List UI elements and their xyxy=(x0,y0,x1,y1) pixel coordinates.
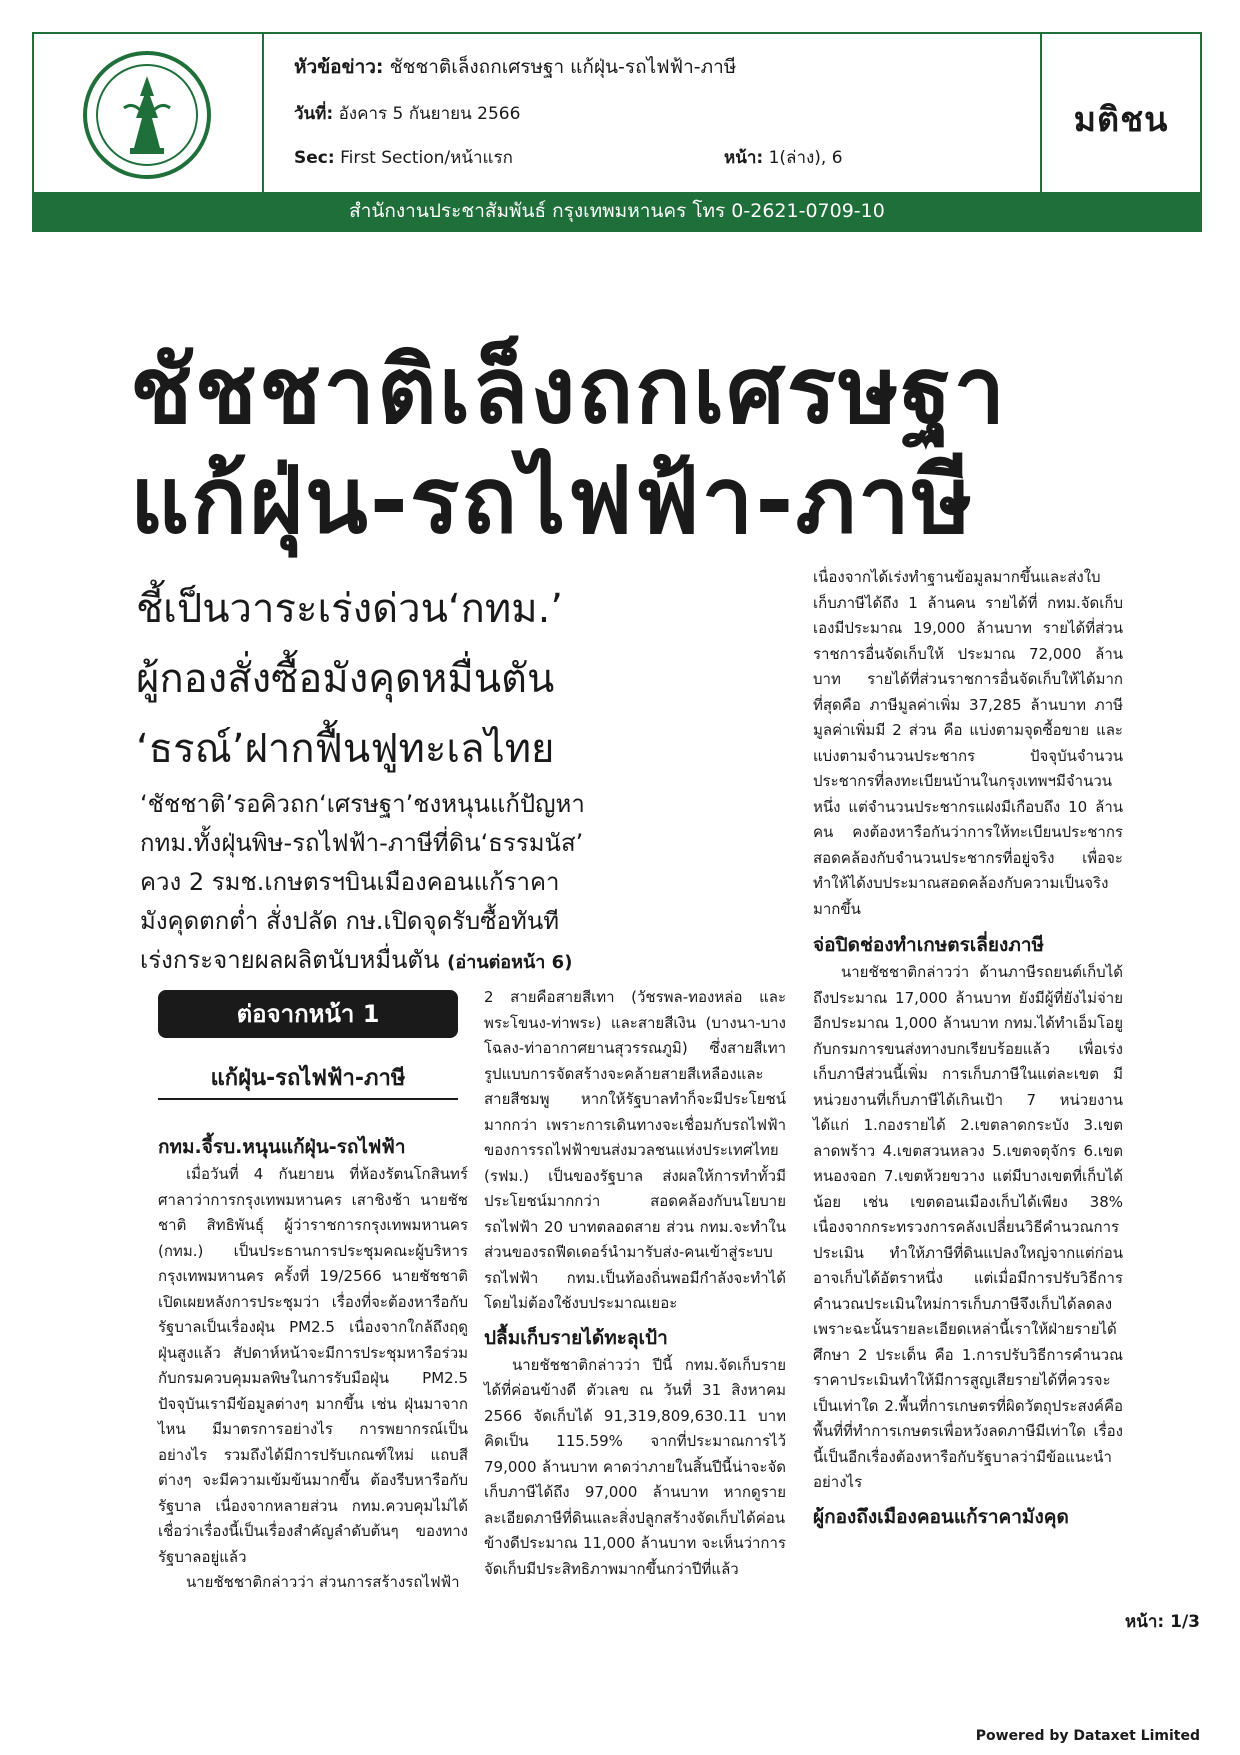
body-paragraph: นายชัชชาติกล่าวว่า ด้านภาษีรถยนต์เก็บได้ถึงประมาณ 17,000 ล้านบาท ยังมีผู้ที่ยังไม่จ่ายอีกประมาณ 1,000 ล้านบาท กทม.ได้ทำเอ็มโอยูกับกรมการขนส่งทางบกเรียบร้อยแล้ว เพื่อเร่งเก็บภาษีส่วนนี้เพิ่ม การเก็บภาษีในแต่ละเขต มีหน่วยงานที่เก็บภาษีได้เกินเป้า 7 หน่วยงาน ได้แก่ 1.กองรายได้ 2.เขตลาดกระบัง 3.เขตลาดพร้าว 4.เขตสวนหลวง 5.เขตจตุจักร 6.เขตหนองจอก 7.เขตห้วยขวาง แต่มีบางเขตที่เก็บได้น้อย เช่น เขตดอนเมืองเก็บได้เพียง 38% เนื่องจากกระทรวงการคลังเปลี่ยนวิธีคำนวณการประเมิน ทำให้ภาษีที่ดินแปลงใหญ่จากแต่ก่อนอาจเก็บได้อัตราหนึ่ง แต่เมื่อมีการปรับวิธีการคำนวณประเมินใหม่การเก็บภาษีจึงเก็บได้ลดลง เพราะฉะนั้นรายละเอียดเหล่านี้เราให้ฝ่ายรายได้ศึกษา 2 ประเด็น คือ 1.การปรับวิธีการคำนวณราคาประเมินทำให้มีการสูญเสียรายได้ที่ควรจะเป็นเท่าใด 2.พื้นที่การเกษตรที่ผิดวัตถุประสงค์คือพื้นที่ที่ทำการเกษตรเพื่อหวังลดภาษีมีเท่าใด เรื่องนี้เป็นอีกเรื่องต้องหารือกับรัฐบาลว่ามีข้อแนะนำอย่างไร xyxy=(813,963,1123,1491)
topic-line xyxy=(294,52,736,82)
section-heading: จ่อปิดช่องทำเกษตรเลี่ยงภาษี xyxy=(813,934,1045,956)
page-label: หน้า: xyxy=(724,148,764,168)
lead-line: มังคุดตกต่ำ สั่งปลัด กษ.เปิดจุดรับซื้อทันที xyxy=(140,907,560,935)
publication-name: มติชน xyxy=(1073,100,1169,140)
lead-line: กทม.ทั้งฝุ่นพิษ-รถไฟฟ้า-ภาษีที่ดิน‘ธรรมนัส’ xyxy=(140,829,584,857)
pr-office-bar: สำนักงานประชาสัมพันธ์ กรุงเทพมหานคร โทร 0-2621-0709-10 xyxy=(34,192,1200,230)
section-heading: ปลื้มเก็บรายได้ทะลุเป้า xyxy=(484,1326,668,1349)
lead-line: ควง 2 รมช.เกษตรฯบินเมืองคอนแก้ราคา xyxy=(140,868,560,896)
header-info xyxy=(34,34,1200,196)
read-more-note: (อ่านต่อหน้า 6) xyxy=(447,952,573,973)
date-label: วันที่: xyxy=(294,104,334,124)
divider xyxy=(158,1098,458,1100)
column-middle xyxy=(484,985,786,1582)
topic-value: ชัชชาติเล็งถกเศรษฐา แก้ฝุ่น-รถไฟฟ้า-ภาษี xyxy=(389,56,737,78)
subhead-2: ผู้กองสั่งซื้อมังคุดหมื่นตัน xyxy=(136,656,555,702)
body-paragraph: 2 สายคือสายสีเทา (วัชรพล-ทองหล่อ และพระโขนง-ท่าพระ) และสายสีเงิน (บางนา-บางโฉลง-ท่าอากาศยานสุวรรณภูมิ) ซึ่งสายสีเทารูปแบบการจัดสร้างจะคล้ายสายสีเหลืองและสายสีชมพู หากให้รัฐบาลทำก็จะมีประโยชน์มากกว่า เพราะการเดินทางจะเชื่อมกับรถไฟฟ้าของการรถไฟฟ้าขนส่งมวลชนแห่งประเทศไทย (รฟม.) เป็นของรัฐบาล ส่งผลให้การทำทั้วมีประโยชน์มากกว่า สอดคล้องกับนโยบายรถไฟฟ้า 20 บาทตลอดสาย ส่วน กทม.จะทำในส่วนของรถฟีดเดอร์นำมารับส่ง-คนเข้าสู่ระบบรถไฟฟ้า กทม.เป็นท้องถิ่นพอมีกำลังจะทำได้โดยไม่ต้องใช้งบประมาณเยอะ xyxy=(484,988,786,1312)
subhead-3: ‘ธรณ์’ฝากฟื้นฟูทะเลไทย xyxy=(136,726,555,772)
subhead-1: ชี้เป็นวาระเร่งด่วน‘กทม.’ xyxy=(136,586,564,632)
publication-cell xyxy=(1040,34,1200,196)
topic-label: หัวข้อข่าว: xyxy=(294,56,384,78)
continued-from-box: ต่อจากหน้า 1 xyxy=(158,990,458,1038)
bma-logo xyxy=(34,34,264,196)
section-heading: กทม.จี้รบ.หนุนแก้ฝุ่น-รถไฟฟ้า xyxy=(158,1136,406,1158)
clipping-meta xyxy=(294,34,1014,196)
date-value: อังคาร 5 กันยายน 2566 xyxy=(338,104,521,124)
headline-line-2: แก้ฝุ่น-รถไฟฟ้า-ภาษี xyxy=(130,447,975,554)
lead-line: เร่งกระจายผลผลิตนับหมื่นตัน (อ่านต่อหน้า 6) xyxy=(140,946,573,974)
sec-value: First Section/หน้าแรก xyxy=(340,148,513,168)
sec-line xyxy=(294,144,513,171)
column-left xyxy=(158,1132,468,1596)
continued-title: แก้ฝุ่น-รถไฟฟ้า-ภาษี xyxy=(210,1066,406,1091)
powered-by: Powered by Dataxet Limited xyxy=(975,1728,1200,1744)
body-paragraph: นายชัชชาติกล่าวว่า ส่วนการสร้างรถไฟฟ้า xyxy=(186,1573,460,1591)
body-paragraph: เนื่องจากได้เร่งทำฐานข้อมูลมากขึ้นและส่งใบเก็บภาษีได้ถึง 1 ล้านคน รายได้ที่ กทม.จัดเก็บเองมีประมาณ 19,000 ล้านบาท รายได้ที่ส่วนราชการอื่นจัดเก็บให้ ประมาณ 72,000 ล้านบาท รายได้ที่ส่วนราชการอื่นจัดเก็บให้ได้มากที่สุดคือ ภาษีมูลค่าเพิ่ม 37,285 ล้านบาท ภาษีมูลค่าเพิ่มมี 2 ส่วน คือ แบ่งตามจุดซื้อขาย และแบ่งตามจำนวนประชากร ปัจจุบันจำนวนประชากรที่ลงทะเบียนบ้านในกรุงเทพฯมีจำนวนหนึ่ง แต่จำนวนประชากรแฝงมีเกือบถึง 10 ล้านคน คงต้องหารือกันว่าการให้ทะเบียนประชากรสอดคล้องกับจำนวนประชากรที่อยู่จริง เพื่อจะทำให้ได้งบประมาณสอดคล้องกับความเป็นจริงมากขึ้น xyxy=(813,568,1123,918)
page-value: 1(ล่าง), 6 xyxy=(768,148,843,168)
page-line xyxy=(724,144,843,171)
lead-paragraph xyxy=(140,785,585,982)
page-counter: หน้า: 1/3 xyxy=(1125,1612,1200,1632)
body-paragraph: เมื่อวันที่ 4 กันยายน ที่ห้องรัตนโกสินทร์ ศาลาว่าการกรุงเทพมหานคร เสาชิงช้า นายชัชชาติ สิทธิพันธุ์ ผู้ว่าราชการกรุงเทพมหานคร (กทม.) เป็นประธานการประชุมคณะผู้บริหารกรุงเทพมหานคร ครั้งที่ 19/2566 นายชัชชาติเปิดเผยหลังการประชุมว่า เรื่องที่จะต้องหารือกับรัฐบาลเป็นเรื่องฝุ่น PM2.5 เนื่องจากใกล้ถึงฤดูฝุ่นสูงแล้ว สัปดาห์หน้าจะมีการประชุมหารือร่วมกับกรมควบคุมมลพิษในการรับมือฝุ่น PM2.5 ปัจจุบันเรามีข้อมูลต่างๆ มากขึ้น เช่น ฝุ่นมาจากไหน มีมาตรการอย่างไร การพยากรณ์เป็นอย่างไร รวมถึงได้มีการปรับเกณฑ์ใหม่ แถบสีต่างๆ จะมีความเข้มข้นมากขึ้น ต้องรีบหารือกับรัฐบาล เนื่องจากหลายส่วน กทม.ควบคุมไม่ได้ เชื่อว่าเรื่องนี้เป็นเรื่องสำคัญลำดับต้นๆ ของทางรัฐบาลอยู่แล้ว xyxy=(158,1165,468,1566)
lead-line: ‘ชัชชาติ’รอคิวถก‘เศรษฐา’ชงหนุนแก้ปัญหา xyxy=(140,790,585,818)
bma-seal-icon xyxy=(80,48,214,182)
sec-label: Sec: xyxy=(294,148,335,168)
headline-line-1: ชัชชาติเล็งถกเศรษฐา xyxy=(130,337,1008,444)
clipping-header xyxy=(32,32,1202,232)
section-heading: ผู้กองถึงเมืองคอนแก้ราคามังคุด xyxy=(813,1505,1069,1528)
column-right xyxy=(813,565,1123,1532)
date-line xyxy=(294,100,520,127)
body-paragraph: นายชัชชาติกล่าวว่า ปีนี้ กทม.จัดเก็บรายได้ที่ค่อนข้างดี ตัวเลข ณ วันที่ 31 สิงหาคม 2566 จัดเก็บได้ 91,319,809,630.11 บาท คิดเป็น 115.59% จากที่ประมาณการไว้ 79,000 ล้านบาท คาดว่าภายในสิ้นปีนี้น่าจะจัดเก็บภาษีได้ถึง 97,000 ล้านบาท หากดูรายละเอียดภาษีที่ดินและสิ่งปลูกสร้างจัดเก็บได้ค่อนข้างดีประมาณ 11,000 ล้านบาท จะเห็นว่าการจัดเก็บมีประสิทธิภาพมากขึ้นกว่าปีที่แล้ว xyxy=(484,1355,786,1578)
